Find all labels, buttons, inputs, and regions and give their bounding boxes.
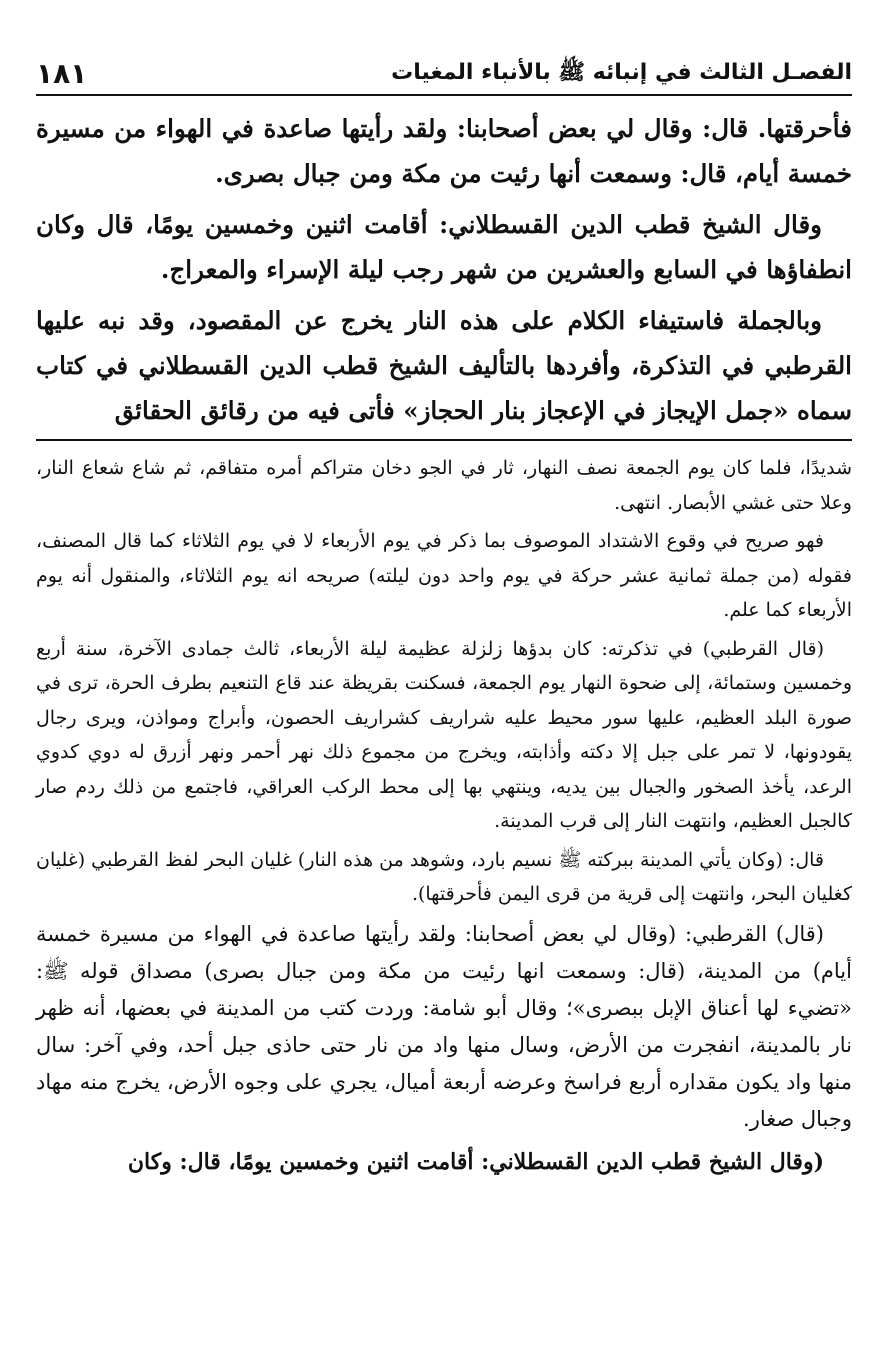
commentary-paragraph: (قال القرطبي) في تذكرته: كان بدؤها زلزلة عظيمة ليلة الأربعاء، ثالث جمادى الآخرة، سنة أربع وخمسين وستمائة، إلى ضحوة النهار يوم الجمعة، فسكنت بقريظة عند قاع التنعيم بطرف الحرة، ترى في صورة البلد العظيم، عليها سور محيط عليه شراريف كشراريف الحصون، وأبراج ومواذن، ويرى رجال يقودونها، لا تمر على جبل إلا دكته وأذابته، ويخرج من مجموع ذلك نهر أحمر ونهر أزرق له دوي كدوي الرعد، يأخذ الصخور والجبال بين يديه، وينتهي بها إلى محط الركب العراقي، فاجتمع من ذلك ردم صار كالجبل العظيم، وانتهت النار إلى قرب المدينة.: [36, 637, 852, 832]
footnote-separator: [36, 439, 852, 441]
chapter-title: الفصـل الثالث في إنبائه ﷺ بالأنباء المغيات: [391, 60, 852, 85]
page-number: ١٨١: [36, 57, 88, 90]
main-text: [36, 106, 852, 433]
commentary-paragraph: شديدًا، فلما كان يوم الجمعة نصف النهار، ثار في الجو دخان متراكم أمره متفاقم، ثم شاع شعاع النار، وعلا حتى غشي الأبصار. انتهى.: [36, 457, 852, 514]
page-header: [36, 50, 852, 96]
commentary-paragraph: فهو صريح في وقوع الاشتداد الموصوف بما ذكر في يوم الأربعاء لا في يوم الثلاثاء كما قال المصنف، فقوله (من جملة ثمانية عشر حركة في يوم واحد دون ليلته) صريحه انه يوم الثلاثاء، والمنقول أنه يوم الأربعاء كما علم.: [36, 530, 852, 621]
main-paragraph: وبالجملة فاستيفاء الكلام على هذه النار يخرج عن المقصود، وقد نبه عليها القرطبي في التذكرة، وأفردها بالتأليف الشيخ قطب الدين القسطلاني في كتاب سماه «جمل الإيجاز في الإعجاز بنار الحجاز» فأتى فيه من رقائق الحقائق: [36, 306, 852, 425]
commentary-paragraph: قال: (وكان يأتي المدينة ببركته ﷺ نسيم بارد، وشوهد من هذه النار) غليان البحر لفظ القرطبي (غليان كغليان البحر، وانتهت إلى قرية من قرى اليمن فأحرقتها).: [36, 848, 852, 905]
commentary-paragraph: (وقال الشيخ قطب الدين القسطلاني: أقامت اثنين وخمسين يومًا، قال: وكان: [127, 1148, 824, 1175]
book-page: [36, 50, 852, 1186]
main-paragraph: وقال الشيخ قطب الدين القسطلاني: أقامت اثنين وخمسين يومًا، قال وكان انطفاؤها في السابع والعشرين من شهر رجب ليلة الإسراء والمعراج.: [36, 210, 852, 284]
commentary: [36, 451, 852, 1182]
main-paragraph: فأحرقتها. قال: وقال لي بعض أصحابنا: ولقد رأيتها صاعدة في الهواء من مسيرة خمسة أيام، قال: وسمعت أنها رئيت من مكة ومن جبال بصرى.: [36, 114, 852, 188]
commentary-paragraph: (قال) القرطبي: (وقال لي بعض أصحابنا: ولقد رأيتها صاعدة في الهواء من مسيرة خمسة أيام) من المدينة، (قال: وسمعت انها رئيت من مكة ومن جبال بصرى) مصداق قوله ﷺ: «تضيء لها أعناق الإبل ببصرى»؛ وقال أبو شامة: وردت كتب من المدينة في بعضها، أنه ظهر نار بالمدينة، انفجرت من الأرض، وسال منها واد من نار حتى حاذى جبل أحد، وفي آخر: سال منها واد يكون مقداره أربع فراسخ وعرضه أربعة أميال، يجري على وجوه الأرض، يخرج منه مهاد وجبال صغار.: [36, 921, 852, 1131]
